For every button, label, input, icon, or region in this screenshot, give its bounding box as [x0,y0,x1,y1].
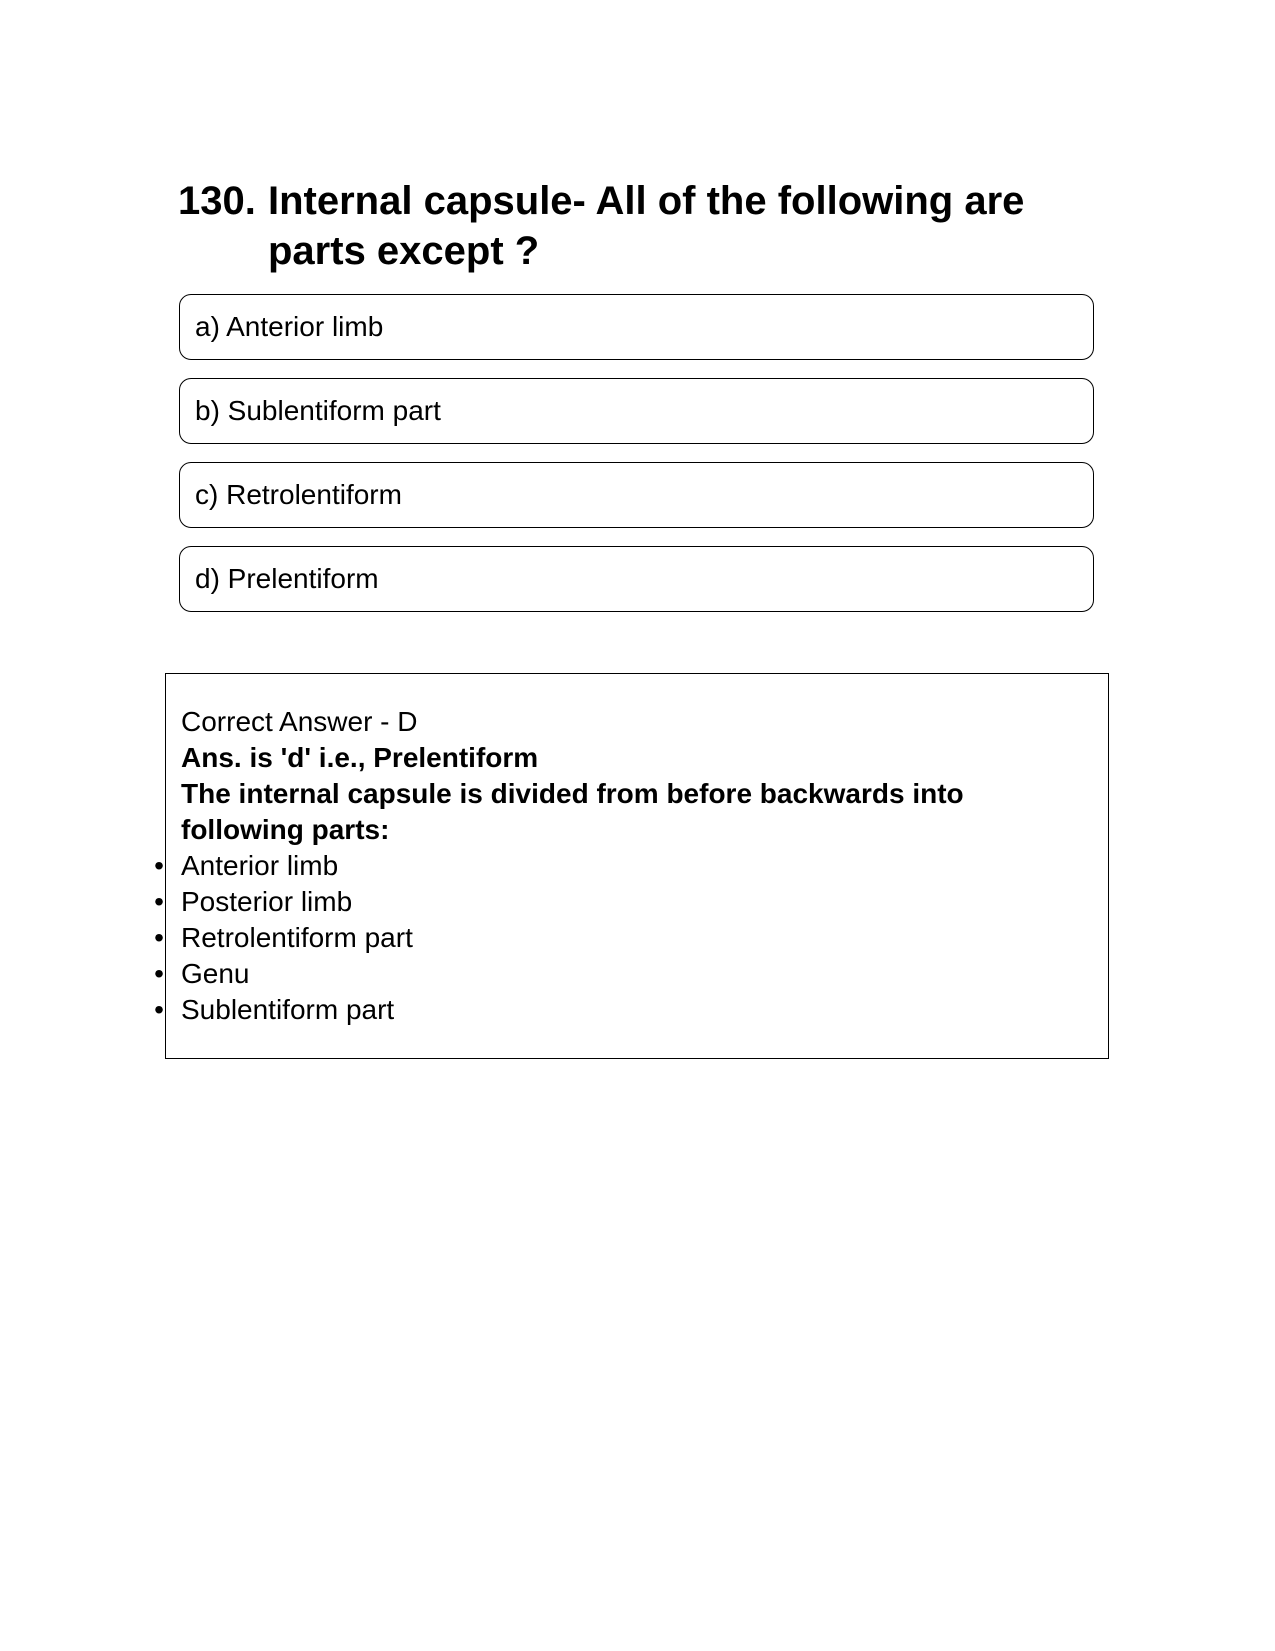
answer-explanation: The internal capsule is divided from before backwards into following parts: [181,778,964,845]
question-number: 130. [178,179,256,223]
option-d[interactable]: d) Prelentiform [179,546,1094,612]
option-b[interactable]: b) Sublentiform part [179,378,1094,444]
answer-statement: Ans. is 'd' i.e., Prelentiform [181,742,539,773]
list-item-text: Sublentiform part [181,994,395,1025]
list-item [154,992,1081,1028]
list-item [154,920,1081,956]
question-heading [178,176,1098,276]
list-item [154,956,1081,992]
answer-content [154,704,1081,1028]
list-item [154,848,1081,884]
list-item-text: Anterior limb [181,850,339,881]
bullet-icon: • [154,922,164,953]
list-item [154,884,1081,920]
list-item-text: Retrolentiform part [181,922,413,953]
list-item-text: Genu [181,958,250,989]
bullet-icon: • [154,994,164,1025]
correct-answer: Correct Answer - D [181,706,418,737]
option-a[interactable]: a) Anterior limb [179,294,1094,360]
list-item-text: Posterior limb [181,886,353,917]
parts-list [154,848,1081,1028]
bullet-icon: • [154,958,164,989]
question-text: Internal capsule- All of the following are parts except ? [268,179,1025,273]
option-c[interactable]: c) Retrolentiform [179,462,1094,528]
bullet-icon: • [154,850,164,881]
bullet-icon: • [154,886,164,917]
